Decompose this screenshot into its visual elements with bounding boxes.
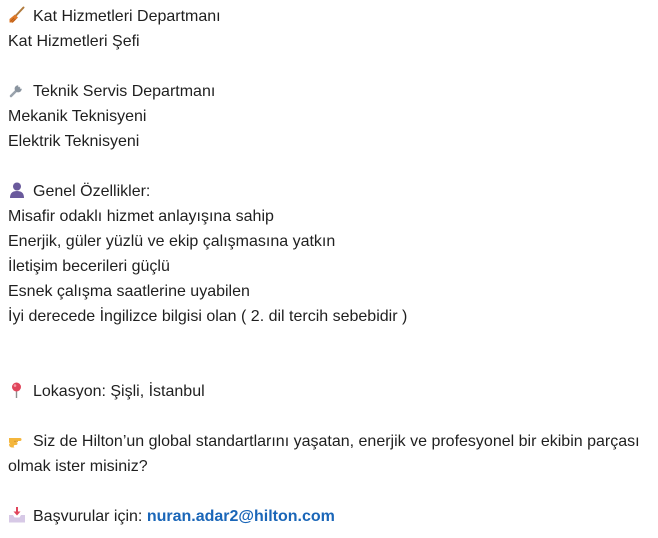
invite-paragraph	[8, 429, 648, 479]
role-item: Mekanik Teknisyeni	[8, 108, 147, 125]
wrench-icon	[8, 81, 26, 99]
location-line	[8, 379, 658, 404]
list-item: Misafir odaklı hizmet anlayışına sahip	[8, 208, 274, 225]
email-link[interactable]: nuran.adar2@hilton.com	[146, 508, 335, 525]
person-silhouette-icon	[8, 181, 26, 199]
apply-label: Başvurular için:	[33, 508, 147, 525]
list-item: Esnek çalışma saatlerine uyabilen	[8, 283, 250, 300]
section-general-title	[8, 179, 658, 204]
pointing-hand-icon	[8, 431, 26, 449]
invite-text: Siz de Hilton’un global standartlarını yaşatan, enerjik ve profesyonel bir ekibin parçası olmak ister misiniz?	[8, 433, 640, 475]
section-title: Teknik Servis Departmanı	[33, 83, 216, 100]
broom-icon	[8, 6, 26, 24]
inbox-tray-icon	[8, 506, 26, 524]
section-title: Kat Hizmetleri Departmanı	[33, 8, 221, 25]
list-item: Enerjik, güler yüzlü ve ekip çalışmasına yatkın	[8, 233, 336, 250]
role-item: Kat Hizmetleri Şefi	[8, 33, 140, 50]
round-pushpin-icon	[8, 381, 26, 399]
list-item: İyi derecede İngilizce bilgisi olan ( 2. dil tercih sebebidir )	[8, 308, 408, 325]
location-text: Lokasyon: Şişli, İstanbul	[33, 383, 205, 400]
role-item: Elektrik Teknisyeni	[8, 133, 140, 150]
list-item: İletişim becerileri güçlü	[8, 258, 170, 275]
section-technical-title	[8, 79, 658, 104]
apply-line	[8, 504, 658, 529]
section-title: Genel Özellikler:	[33, 183, 151, 200]
section-housekeeping-title	[8, 4, 658, 29]
